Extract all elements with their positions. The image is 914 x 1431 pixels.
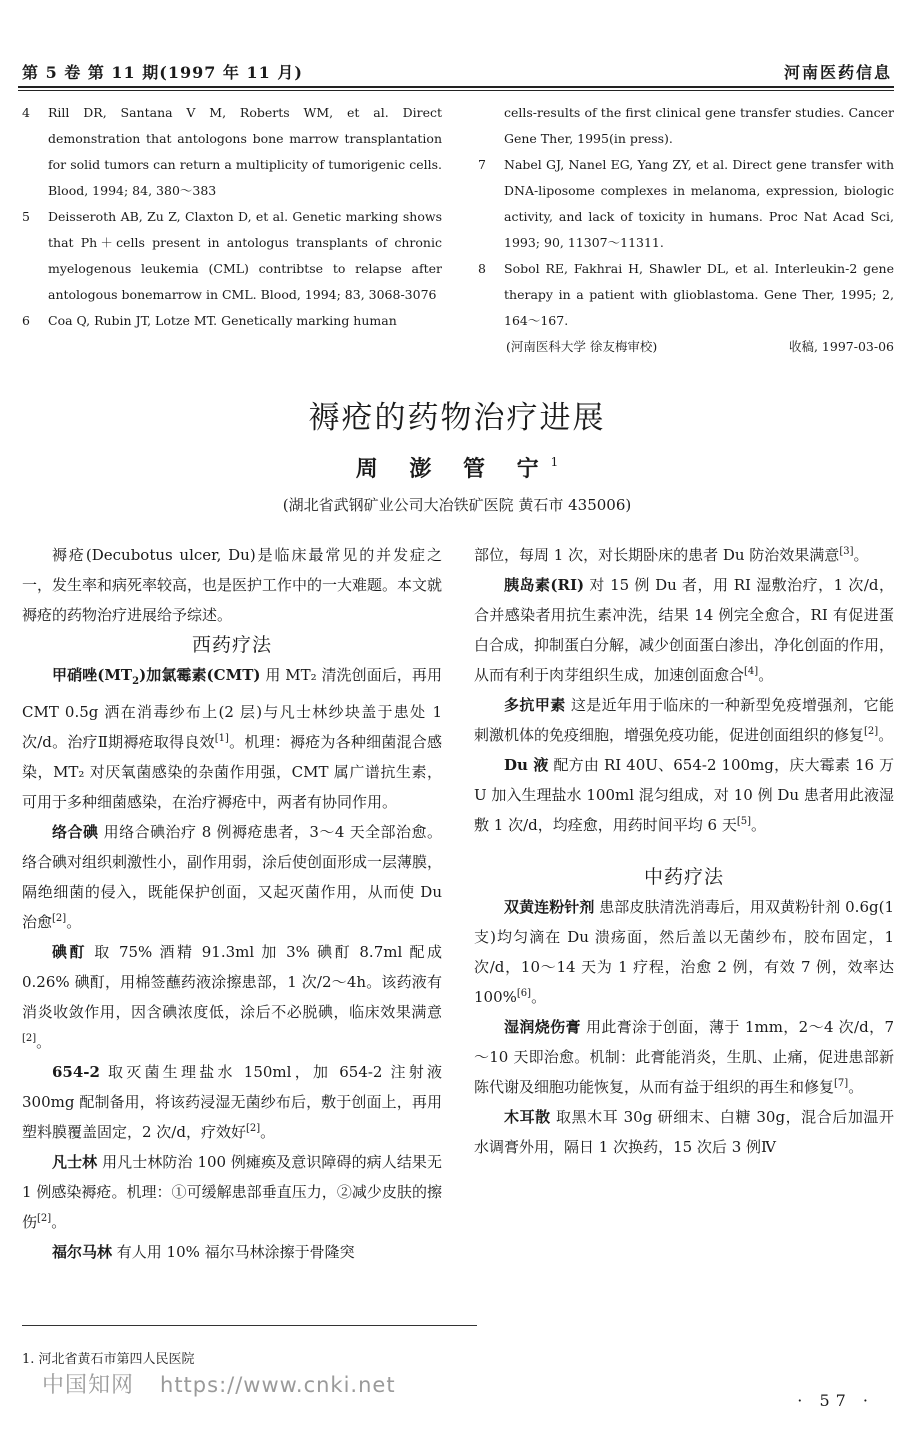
paragraph-text: 用 MT₂ 清洗创面后，再用 CMT 0.5g 洒在消毒纱布上(2 层)与凡士林纱块盖于患处 1 次/d。治疗Ⅱ期褥疮取得良效: [22, 666, 443, 751]
citation-mark: [2]: [864, 726, 879, 737]
references-left-column: [22, 100, 442, 334]
header-rule: [18, 86, 894, 88]
citation-mark: [3]: [839, 546, 854, 557]
reference-number: 6: [22, 313, 30, 328]
term-subscript: 2: [132, 676, 140, 687]
reference-item: [22, 204, 442, 308]
running-header: [22, 54, 892, 84]
paragraph-du-solution: Du 液 配方由 RI 40U、654-2 100mg，庆大霉素 16 万 U 加入生理盐水 100ml 混匀组成，对 10 例 Du 患者用此液湿敷 1 次/d，均痊愈，用药时间平均 6 天[5]。: [474, 756, 895, 834]
term-du-solution: Du 液: [504, 756, 549, 774]
paragraph-text: 患部皮肤清洗消毒后，用双黄粉针剂 0.6g(1 支)均匀滴在 Du 溃疡面，然后盖以无菌纱布，胶布固定，1 次/d，10～14 天为 1 疗程，治愈 2 例，有效 7 例，效率达 100%: [474, 898, 894, 1006]
paragraph-vaseline: 凡士林 用凡士林防治 100 例瘫痪及意识障碍的病人结果无 1 例感染褥疮。机理：①可缓解患部垂直压力，②减少皮肤的擦伤[2]。: [22, 1153, 442, 1231]
term-part: 甲硝唑(MT: [52, 666, 133, 684]
paragraph-text: 用此膏涂于创面，薄于 1mm，2～4 次/d，7～10 天即治愈。机制：此膏能消炎，生肌、止痛，促进患部新陈代谢及细胞功能恢复，从而有益于组织的再生和修复: [474, 1018, 894, 1096]
reference-number: 8: [478, 261, 486, 276]
term-polyactin: 多抗甲素: [504, 696, 566, 714]
paragraph-text: 取黑木耳 30g 研细末、白糖 30g，混合后加温开水调膏外用，隔日 1 次换药，15 次后 3 例Ⅳ: [474, 1108, 894, 1156]
article-title: 褥疮的药物治疗进展: [308, 400, 606, 436]
paragraph-formalin: [22, 1237, 442, 1267]
paragraph-muer-powder: [474, 1102, 894, 1162]
reference-text: Rill DR, Santana V M, Roberts WM, et al. Direct demonstration that antologons bone marrow transplantation for solid tumors can return a multiplicity of tumorigenic cells. Blood, 1994; 84, 380～383: [48, 105, 442, 198]
references-right-column: [478, 100, 894, 360]
intro-paragraph: 褥疮(Decubotus ulcer, Du)是临床最常见的并发症之一，发生率和病死率较高，也是医护工作中的一大难题。本文就褥疮的药物治疗进展给予综述。: [22, 546, 443, 624]
term-muer-powder: 木耳散: [504, 1108, 551, 1126]
reference-item: [478, 152, 894, 256]
term-vaseline: 凡士林: [52, 1153, 98, 1171]
reference-text: Coa Q, Rubin JT, Lotze MT. Genetically marking human: [48, 313, 397, 328]
watermark-url: https://www.cnki.net: [160, 1373, 396, 1397]
paragraph-metronidazole: [22, 660, 442, 817]
citation-mark: [1]: [214, 733, 229, 744]
review-note: [478, 334, 894, 360]
reference-item: [22, 100, 442, 204]
paragraph-iodine-tincture: 碘酊 取 75% 酒精 91.3ml 加 3% 碘酊 8.7ml 配成 0.26% 碘酊，用棉签蘸药液涂擦患部，1 次/2～4h。该药液有消炎收敛作用，因含碘浓度低，涂后不必脱碘，临床效果满意[2]。: [22, 943, 442, 1051]
term-iodophor: 络合碘: [52, 823, 99, 841]
term-metronidazole: [52, 666, 261, 687]
reference-continuation: cells-results of the first clinical gene transfer studies. Cancer Gene Ther, 1995(in press).: [504, 105, 894, 146]
footnote-rule: [22, 1325, 477, 1326]
section-heading-chinese: 中药疗法: [643, 866, 724, 888]
reviewer: (河南医科大学 徐友梅审校): [506, 339, 658, 354]
author-names: 周 澎 管 宁: [355, 456, 551, 482]
article-authors: [0, 452, 914, 483]
reference-text: Nabel GJ, Nanel EG, Yang ZY, et al. Direct gene transfer with DNA-liposome complexes in melanoma, expression, biologic activity, and lack of toxicity in humans. Proc Nat Acad Sci, 1993; 90, 11307～11311.: [504, 157, 894, 250]
citation-mark: [2]: [22, 1033, 37, 1044]
reference-number: 4: [22, 105, 30, 120]
paragraph-burn-ointment: 湿润烧伤膏 用此膏涂于创面，薄于 1mm，2～4 次/d，7～10 天即治愈。机制：此膏能消炎，生肌、止痛，促进患部新陈代谢及细胞功能恢复，从而有益于组织的再生和修复[7]。: [474, 1018, 894, 1096]
reference-number: 5: [22, 209, 30, 224]
paragraph-text: 用络合碘治疗 8 例褥疮患者，3～4 天全部治愈。络合碘对组织刺激性小，副作用弱，涂后使创面形成一层薄膜，隔绝细菌的侵入，既能保护创面，又起灭菌作用，从而使 Du 治愈: [22, 823, 443, 931]
journal-name: 河南医药信息: [783, 63, 892, 82]
paragraph-polyactin: 多抗甲素 这是近年用于临床的一种新型免疫增强剂，它能刺激机体的免疫细胞，增强免疫功能，促进创面组织的修复[2]。: [474, 696, 894, 744]
citation-mark: [2]: [245, 1123, 261, 1134]
reference-item: [22, 308, 442, 334]
body-left-column: [22, 540, 442, 1267]
citation-mark: [7]: [834, 1078, 849, 1089]
reference-number: 7: [478, 157, 486, 172]
reference-text: Deisseroth AB, Zu Z, Claxton D, et al. Genetic marking shows that Ph＋cells present in antologus transplants of chronic myelogenous leukemia (CML) contribtse to relapse after antologous bonemarrow in CML. Blood, 1994; 83, 3068-3076: [48, 209, 442, 302]
citation-mark: [4]: [744, 666, 759, 677]
body-right-column: [474, 540, 894, 1162]
paragraph-text: 对 15 例 Du 者，用 RI 湿敷治疗，1 次/d，合并感染者用抗生素冲洗，结果 14 例完全愈合，RI 有促进蛋白合成，抑制蛋白分解，减少创面蛋白渗出，净化创面的作用，从而有利于肉芽组织生成，加速创面愈合: [474, 576, 895, 684]
reference-text: Sobol RE, Fakhrai H, Shawler DL, et al. Interleukin-2 gene therapy in a patient with glioblastoma. Gene Ther, 1995; 2, 164～167.: [504, 261, 894, 328]
paragraph-iodophor: 络合碘 用络合碘治疗 8 例褥疮患者，3～4 天全部治愈。络合碘对组织刺激性小，副作用弱，涂后使创面形成一层薄膜，隔绝细菌的侵入，既能保护创面，又起灭菌作用，从而使 Du 治愈[2]。: [22, 823, 443, 931]
term-part: )加氯霉素(CMT): [139, 666, 261, 684]
paragraph-text: 有人用 10% 福尔马林涂擦于骨隆突: [112, 1243, 355, 1261]
journal-issue: 第 5 卷 第 11 期(1997 年 11 月): [22, 63, 303, 82]
citation-mark: [2]: [37, 1213, 52, 1224]
paragraph-text: 取 75% 酒精 91.3ml 加 3% 碘酊 8.7ml 配成 0.26% 碘酊，用棉签蘸药液涂擦患部，1 次/2～4h。该药液有消炎收敛作用，因含碘浓度低，涂后不必脱碘，临床效果满意: [22, 943, 442, 1021]
paragraph-text: 部位，每周 1 次，对长期卧床的患者 Du 防治效果满意: [474, 546, 840, 564]
term-burn-ointment: 湿润烧伤膏: [504, 1018, 581, 1036]
received-date: 收稿, 1997-03-06: [788, 339, 894, 354]
paragraph-text: 取灭菌生理盐水 150ml，加 654-2 注射液 300mg 配制备用，将该药浸湿无菌纱布后，敷于创面上，再用塑料膜覆盖固定，2 次/d，疗效好: [22, 1063, 442, 1141]
author-affiliation: (湖北省武钢矿业公司大冶铁矿医院 黄石市 435006): [282, 496, 632, 514]
paragraph-shuanghuanglian: 双黄连粉针剂 患部皮肤清洗消毒后，用双黄粉针剂 0.6g(1 支)均匀滴在 Du 溃疡面，然后盖以无菌纱布，胶布固定，1 次/d，10～14 天为 1 疗程，治愈 2 例，有效 7 例，效率达 100%[6]。: [474, 898, 894, 1006]
header-rule-thin: [18, 90, 894, 91]
term-iodine-tincture: 碘酊: [52, 943, 87, 961]
paragraph-text: 配方由 RI 40U、654-2 100mg，庆大霉素 16 万 U 加入生理盐水 100ml 混匀组成，对 10 例 Du 患者用此液湿敷 1 次/d，均痊愈，用药时间平均 6 天: [474, 756, 895, 834]
citation-mark: [2]: [52, 913, 67, 924]
citation-mark: [5]: [736, 816, 751, 827]
term-654-2: 654-2: [52, 1063, 100, 1081]
section-heading-western: 西药疗法: [191, 634, 272, 656]
reference-item: [478, 256, 894, 334]
watermark-cn: 中国知网: [42, 1373, 135, 1398]
term-formalin: 福尔马林: [52, 1243, 113, 1261]
term-insulin: 胰岛素(RI): [504, 576, 585, 594]
page-number: · 57 ·: [797, 1391, 874, 1410]
paragraph-654-2: 654-2 取灭菌生理盐水 150ml，加 654-2 注射液 300mg 配制备用，将该药浸湿无菌纱布后，敷于创面上，再用塑料膜覆盖固定，2 次/d，疗效好[2]。: [22, 1063, 442, 1141]
footnote: 1. 河北省黄石市第四人民医院: [22, 1352, 195, 1367]
author-footnote-mark: 1: [550, 455, 559, 469]
paragraph-text: 。机理：褥疮为各种细菌混合感染，MT₂ 对厌氧菌感染的杂菌作用强，CMT 属广谱抗生素，可用于多种细菌感染，在治疗褥疮中，两者有协同作用。: [22, 733, 442, 811]
paragraph-insulin: 胰岛素(RI) 对 15 例 Du 者，用 RI 湿敷治疗，1 次/d，合并感染者用抗生素冲洗，结果 14 例完全愈合，RI 有促进蛋白合成，抑制蛋白分解，减少创面蛋白渗出，净化创面的作用，从而有利于肉芽组织生成，加速创面愈合[4]。: [474, 576, 895, 684]
paragraph-continuation: 部位，每周 1 次，对长期卧床的患者 Du 防治效果满意[3]。: [474, 546, 869, 564]
cnki-watermark: [42, 1368, 396, 1399]
paragraph-text: 用凡士林防治 100 例瘫痪及意识障碍的病人结果无 1 例感染褥疮。机理：①可缓解患部垂直压力，②减少皮肤的擦伤: [22, 1153, 442, 1231]
term-shuanghuanglian: 双黄连粉针剂: [504, 898, 595, 916]
citation-mark: [6]: [516, 988, 532, 999]
paragraph-text: 这是近年用于临床的一种新型免疫增强剂，它能刺激机体的免疫细胞，增强免疫功能，促进创面组织的修复: [474, 696, 894, 744]
